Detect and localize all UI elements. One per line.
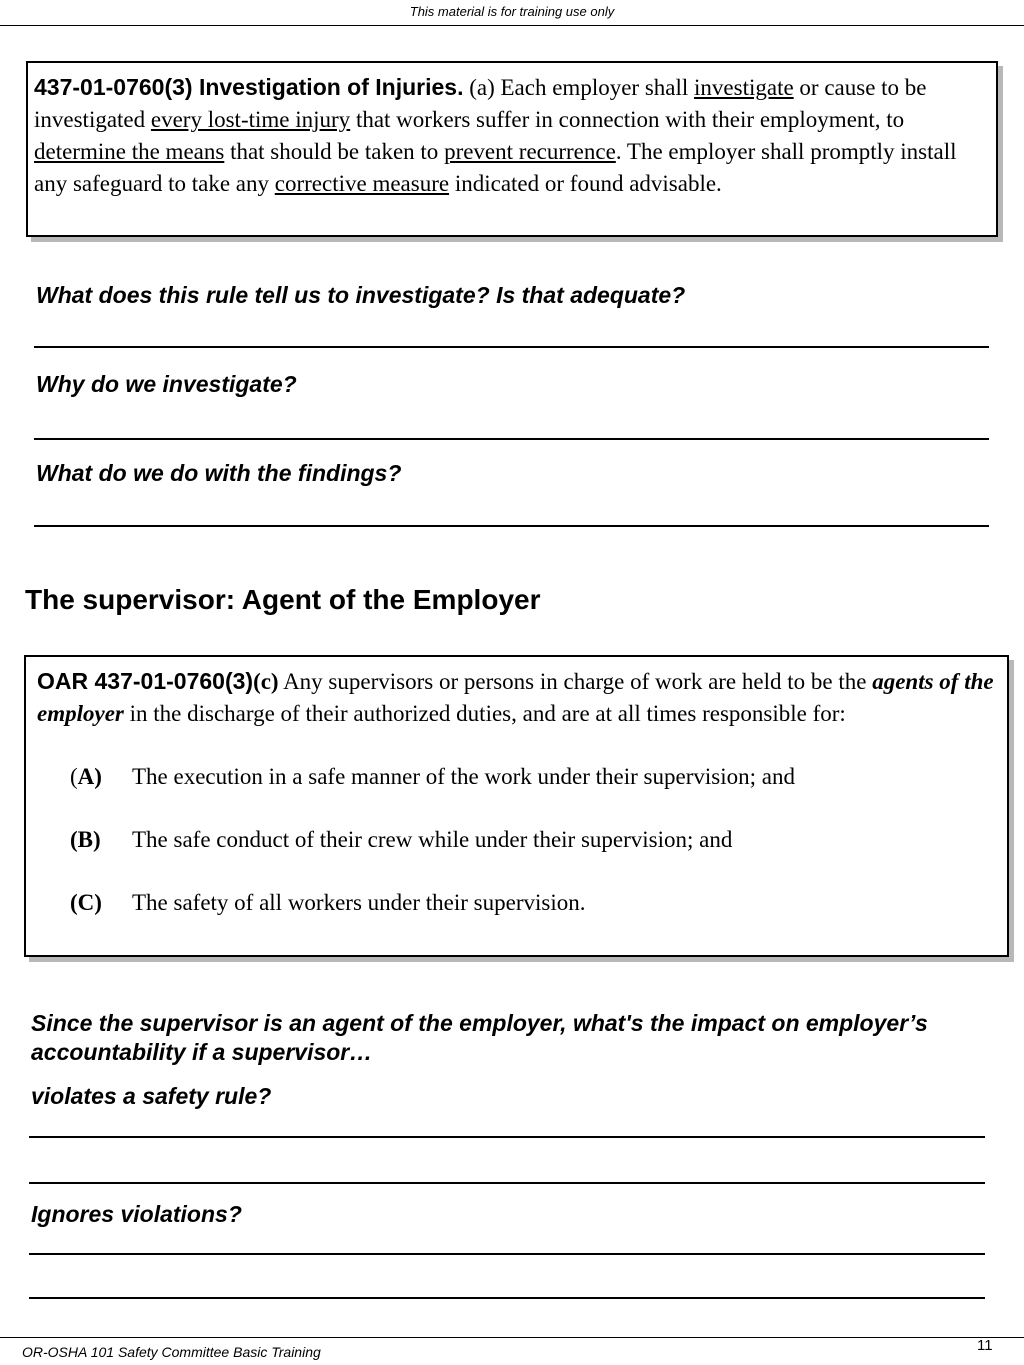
footer-course: OR-OSHA 101 Safety Committee Basic Training (22, 1344, 321, 1360)
rule-text: (a) Each employer shall (463, 75, 695, 100)
list-item (70, 824, 997, 856)
item-label: (A) (70, 764, 102, 789)
answer-line (34, 438, 989, 440)
rule-text: . The employer shall promptly install any safeguard to take any (34, 139, 957, 196)
list-item (70, 887, 997, 919)
underlined-term: determine the means (34, 139, 225, 164)
rule-text: indicated or found advisable. (449, 171, 722, 196)
answer-line (29, 1253, 985, 1255)
list-item (70, 761, 997, 793)
item-label: (C) (70, 890, 102, 915)
underlined-term: every lost-time injury (150, 107, 351, 132)
answer-line (34, 525, 989, 527)
item-label: (B) (70, 827, 101, 852)
rule-text: that should be taken to (224, 139, 445, 164)
underlined-term: corrective measure (274, 171, 450, 196)
page-header: This material is for training use only (409, 4, 615, 19)
item-text: The safety of all workers under their supervision. (132, 890, 586, 915)
underlined-term: investigate (694, 75, 794, 100)
rule-text: that workers suffer in connection with their employment, to (350, 107, 905, 132)
rule-paragraph (37, 665, 997, 730)
question-why: Why do we investigate? (36, 371, 297, 397)
rule-text: in the discharge of their authorized duties, and are at all times responsible for: (123, 701, 846, 726)
item-text: The safe conduct of their crew while under their supervision; and (132, 827, 733, 852)
rule-text: or cause to be investigated (34, 75, 927, 132)
underlined-term: prevent recurrence (444, 139, 616, 164)
answer-line (29, 1297, 985, 1299)
question-findings: What do we do with the findings? (36, 460, 402, 486)
rule-code-suffix: (c) (253, 669, 279, 694)
rule-box-supervisor (24, 655, 1009, 957)
question-violates: violates a safety rule? (31, 1083, 272, 1109)
rule-text: Any supervisors or persons in charge of work are held to be the (278, 669, 873, 694)
answer-line (29, 1182, 985, 1184)
rule-code: OAR 437-01-0760(3) (37, 668, 254, 694)
item-text: The execution in a safe manner of the work under their supervision; and (132, 764, 795, 789)
section-title: The supervisor: Agent of the Employer (25, 584, 541, 615)
rule-box-investigation (26, 61, 998, 237)
question-investigate: What does this rule tell us to investigate? Is that adequate? (36, 282, 686, 308)
accountability-intro: Since the supervisor is an agent of the employer, what's the impact on employer’s accountability if a supervisor… (31, 1010, 928, 1065)
emphasized-term: agents of the employer (37, 669, 994, 726)
answer-line (29, 1136, 985, 1138)
page-number: 11 (977, 1337, 993, 1354)
question-ignores: Ignores violations? (31, 1201, 242, 1227)
rule-code: 437-01-0760(3) Investigation of Injuries. (34, 74, 464, 100)
answer-line (34, 346, 989, 348)
footer-rule (0, 1337, 1024, 1338)
header-rule (0, 25, 1024, 26)
